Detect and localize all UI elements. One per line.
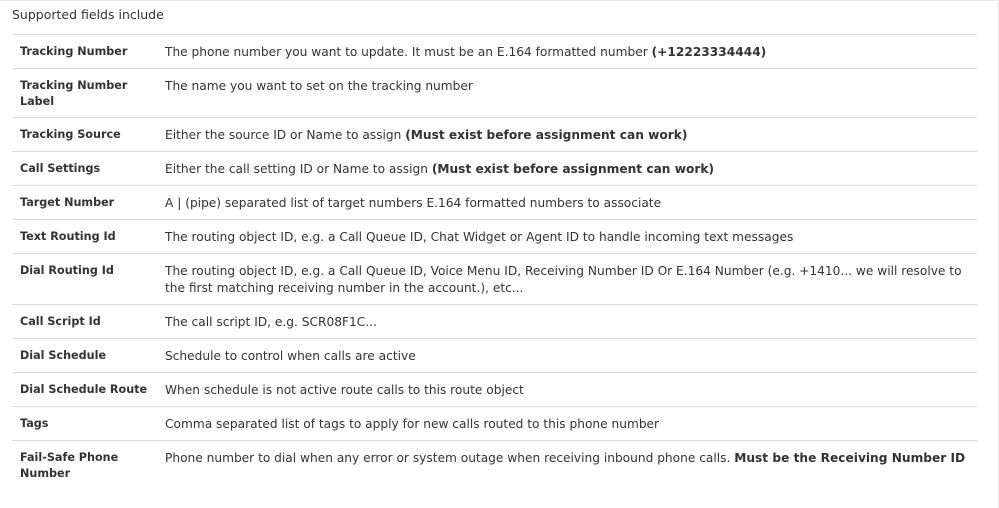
field-name: Dial Schedule — [12, 339, 157, 373]
field-name: Dial Schedule Route — [12, 373, 157, 407]
field-name: Tracking Number Label — [12, 69, 157, 118]
table-row — [12, 373, 977, 407]
field-name: Tracking Source — [12, 118, 157, 152]
table-row — [12, 186, 977, 220]
field-description — [157, 407, 977, 441]
field-description — [157, 441, 977, 490]
field-description — [157, 35, 977, 69]
field-name: Target Number — [12, 186, 157, 220]
table-row — [12, 118, 977, 152]
table-row — [12, 407, 977, 441]
field-description — [157, 186, 977, 220]
supported-fields-table — [12, 34, 977, 489]
description-text: Phone number to dial when any error or system outage when receiving inbound phone calls. — [165, 451, 735, 465]
intro-text: Supported fields include — [12, 7, 164, 22]
description-text: When schedule is not active route calls to this route object — [165, 383, 524, 397]
description-emphasis: (Must exist before assignment can work) — [431, 162, 715, 176]
field-name: Call Script Id — [12, 305, 157, 339]
table-row — [12, 35, 977, 69]
field-description — [157, 220, 977, 254]
description-text: Either the call setting ID or Name to assign — [165, 162, 432, 176]
field-name: Tracking Number — [12, 35, 157, 69]
field-name: Text Routing Id — [12, 220, 157, 254]
description-text: Either the source ID or Name to assign — [165, 128, 406, 142]
field-description — [157, 339, 977, 373]
field-name: Dial Routing Id — [12, 254, 157, 305]
field-description — [157, 152, 977, 186]
field-description — [157, 254, 977, 305]
description-emphasis: (Must exist before assignment can work) — [405, 128, 688, 142]
table-row — [12, 220, 977, 254]
description-text: The phone number you want to update. It must be an E.164 formatted number — [165, 45, 652, 59]
description-emphasis: Must be the Receiving Number ID — [734, 451, 966, 465]
table-row — [12, 441, 977, 490]
field-name: Tags — [12, 407, 157, 441]
frame-top-border — [0, 0, 999, 1]
field-name: Call Settings — [12, 152, 157, 186]
description-text: The routing object ID, e.g. a Call Queue ID, Voice Menu ID, Receiving Number ID Or E.164 Number (e.g. +1410... we will resolve to the first matching receiving number in the account.), etc... — [165, 264, 962, 295]
field-name: Fail-Safe Phone Number — [12, 441, 157, 490]
field-description — [157, 118, 977, 152]
table-row — [12, 339, 977, 373]
description-text: Comma separated list of tags to apply for new calls routed to this phone number — [165, 417, 660, 431]
field-description — [157, 69, 977, 118]
description-text: The call script ID, e.g. SCR08F1C... — [165, 315, 377, 329]
description-text: The name you want to set on the tracking number — [165, 79, 473, 93]
table-row — [12, 69, 977, 118]
table-row — [12, 305, 977, 339]
field-description — [157, 305, 977, 339]
table-row — [12, 152, 977, 186]
description-text: The routing object ID, e.g. a Call Queue ID, Chat Widget or Agent ID to handle incoming text messages — [165, 230, 794, 244]
description-emphasis: (+12223334444) — [651, 45, 767, 59]
description-text: A | (pipe) separated list of target numbers E.164 formatted numbers to associate — [165, 196, 662, 210]
field-description — [157, 373, 977, 407]
description-text: Schedule to control when calls are active — [165, 349, 416, 363]
table-row — [12, 254, 977, 305]
